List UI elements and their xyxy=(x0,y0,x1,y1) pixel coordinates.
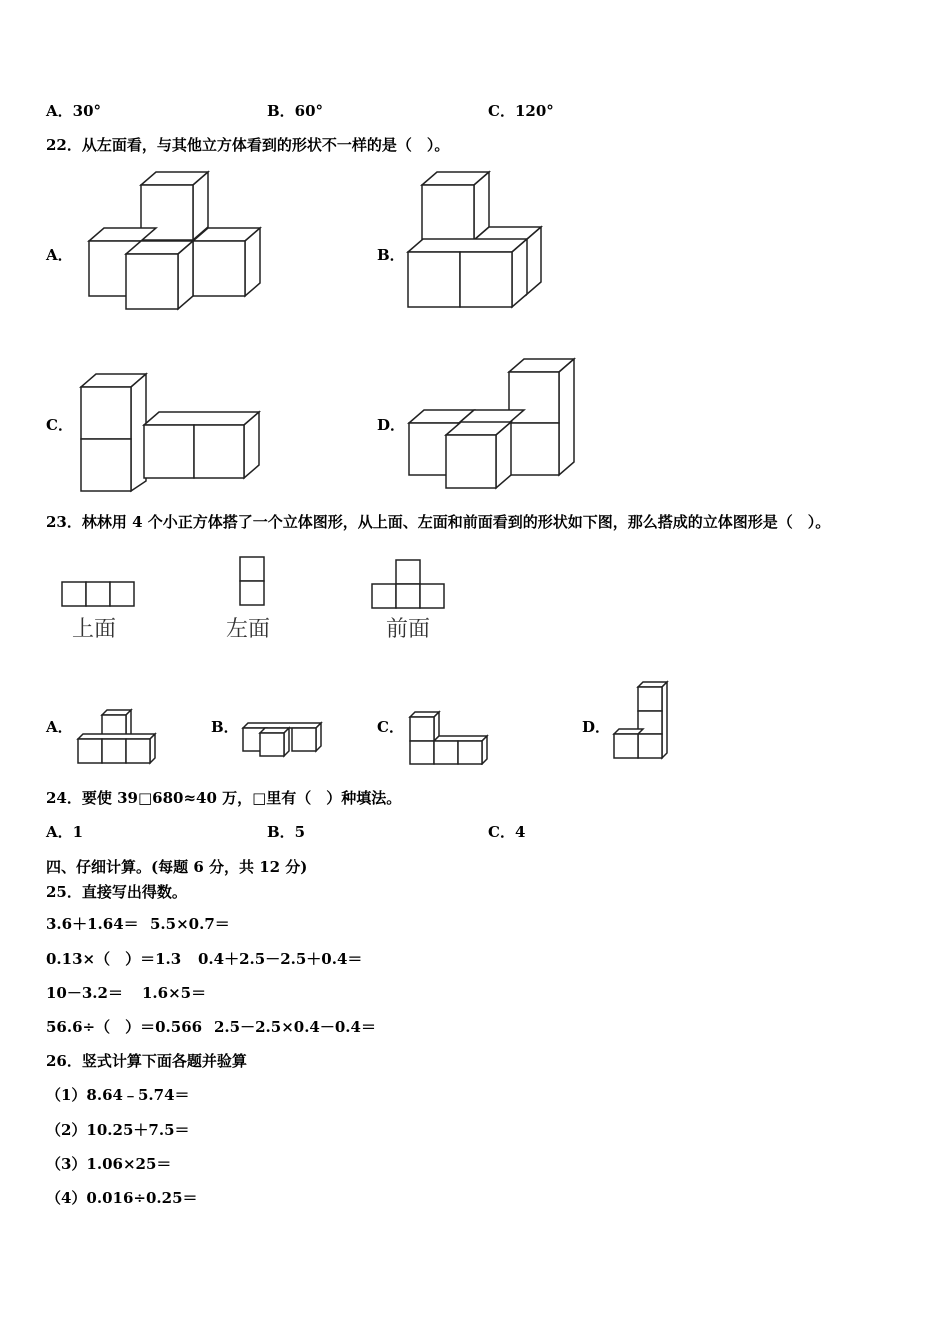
q22-stem: 22．从左面看，与其他立方体看到的形状不一样的是（ ）。 xyxy=(46,136,450,154)
q22-figure-d xyxy=(405,357,577,493)
q22-figure-a xyxy=(85,170,265,312)
q25-r3a: 10－3.2＝ xyxy=(46,984,123,1002)
q25-r1a: 3.6＋1.64＝ xyxy=(46,915,139,933)
q26-item-4: （4）0.016÷0.25＝ xyxy=(46,1189,198,1207)
q22-figure-c xyxy=(77,370,265,495)
q23-view-left-label: 左面 xyxy=(226,617,271,642)
q22-label-b: B． xyxy=(377,246,405,264)
q25-r2a: 0.13×（ ）＝1.3 xyxy=(46,950,182,968)
q23-label-a: A． xyxy=(46,718,73,736)
q26-item-1: （1）8.64﹣5.74＝ xyxy=(46,1086,190,1104)
q22-label-a: A． xyxy=(46,246,73,264)
q23-label-c: C． xyxy=(377,718,404,736)
q26-item-3: （3）1.06×25＝ xyxy=(46,1155,172,1173)
q25-r3b: 1.6×5＝ xyxy=(142,984,207,1002)
section-4-heading: 四、仔细计算。(每题 6 分，共 12 分) xyxy=(46,858,308,876)
q24-option-c: C．4 xyxy=(488,823,526,841)
q21-option-c: C．120° xyxy=(488,102,554,120)
q24-stem: 24．要使 39□680≈40 万，□里有（ ）种填法。 xyxy=(46,789,402,807)
q23-figure-d xyxy=(612,680,672,762)
q23-view-top-figure xyxy=(60,580,136,608)
q26-item-2: （2）10.25＋7.5＝ xyxy=(46,1121,190,1139)
q23-figure-c xyxy=(407,707,491,765)
q23-view-left-figure xyxy=(238,555,266,607)
q23-figure-a xyxy=(76,705,160,765)
q22-label-d: D． xyxy=(377,416,406,434)
q23-figure-b xyxy=(240,718,324,760)
q24-option-b: B．5 xyxy=(267,823,306,841)
q26-stem: 26．竖式计算下面各题并验算 xyxy=(46,1052,247,1070)
q21-option-b: B．60° xyxy=(267,102,324,120)
q23-label-b: B． xyxy=(211,718,239,736)
q21-option-a: A．30° xyxy=(46,102,102,120)
q25-r1b: 5.5×0.7＝ xyxy=(150,915,230,933)
q23-view-front-figure xyxy=(370,558,446,610)
q25-r2b: 0.4＋2.5－2.5＋0.4＝ xyxy=(198,950,363,968)
q22-label-c: C． xyxy=(46,416,73,434)
q22-figure-b xyxy=(405,170,545,312)
q23-stem: 23．林林用 4 个小正方体搭了一个立体图形，从上面、左面和前面看到的形状如下图，那么搭成的立体图形是（ ）。 xyxy=(46,513,831,531)
q24-option-a: A．1 xyxy=(46,823,84,841)
q25-r4a: 56.6÷（ ）＝0.566 xyxy=(46,1018,203,1036)
q23-view-top-label: 上面 xyxy=(72,617,117,642)
q23-label-d: D． xyxy=(582,718,611,736)
q23-view-front-label: 前面 xyxy=(386,617,431,642)
q25-r4b: 2.5－2.5×0.4－0.4＝ xyxy=(214,1018,376,1036)
q25-stem: 25．直接写出得数。 xyxy=(46,883,187,901)
